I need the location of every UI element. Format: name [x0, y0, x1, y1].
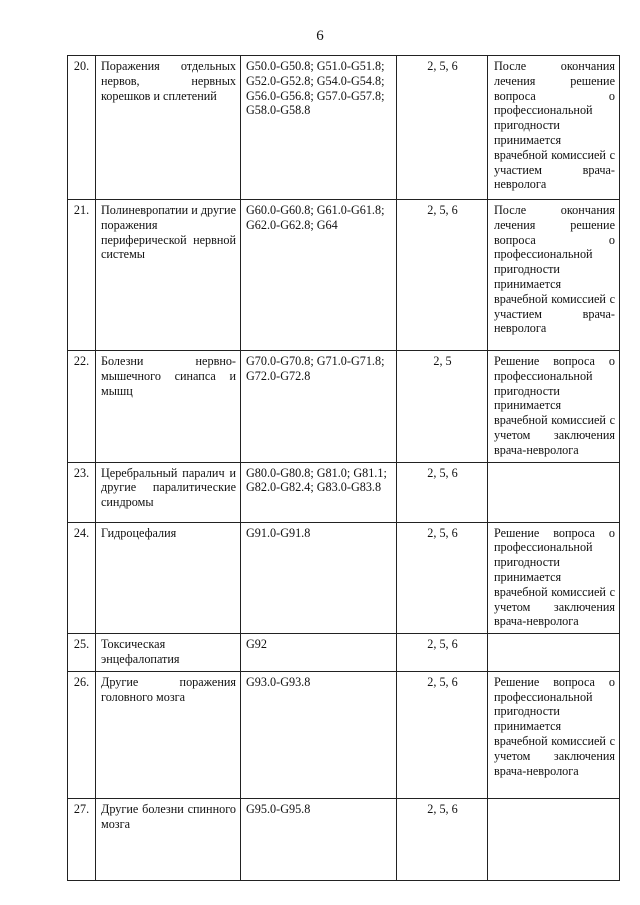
factor-groups: 2, 5	[397, 351, 488, 463]
icd-codes: G70.0-G70.8; G71.0-G71.8; G72.0-G72.8	[241, 351, 397, 463]
table-row	[68, 351, 620, 463]
note-cell: После окончания лечения решение вопроса о профессиональной пригодности принимается врачебной комиссией с участием врача-невролога	[488, 200, 620, 351]
factor-groups: 2, 5, 6	[397, 200, 488, 351]
disease-name: Токсическая энцефалопатия	[96, 634, 241, 672]
disease-name: Церебральный паралич и другие паралитические синдромы	[96, 462, 241, 522]
factor-groups: 2, 5, 6	[397, 462, 488, 522]
table-row	[68, 634, 620, 672]
row-number: 23.	[68, 462, 96, 522]
table-row	[68, 200, 620, 351]
table-row	[68, 798, 620, 880]
table-row	[68, 56, 620, 200]
row-number: 24.	[68, 522, 96, 634]
disease-name: Поражения отдельных нервов, нервных корешков и сплетений	[96, 56, 241, 200]
row-number: 26.	[68, 671, 96, 798]
row-number: 20.	[68, 56, 96, 200]
factor-groups: 2, 5, 6	[397, 56, 488, 200]
table-row	[68, 671, 620, 798]
note-cell: Решение вопроса о профессиональной пригодности принимается врачебной комиссией с учетом заключения врача-невролога	[488, 671, 620, 798]
note-cell	[488, 462, 620, 522]
disease-name: Гидроцефалия	[96, 522, 241, 634]
icd-codes: G91.0-G91.8	[241, 522, 397, 634]
icd-codes: G80.0-G80.8; G81.0; G81.1; G82.0-G82.4; G83.0-G83.8	[241, 462, 397, 522]
icd-codes: G93.0-G93.8	[241, 671, 397, 798]
note-cell	[488, 634, 620, 672]
icd-codes: G92	[241, 634, 397, 672]
row-number: 21.	[68, 200, 96, 351]
disease-name: Полиневропатии и другие поражения периферической нервной системы	[96, 200, 241, 351]
row-number: 27.	[68, 798, 96, 880]
note-cell: После окончания лечения решение вопроса о профессиональной пригодности принимается врачебной комиссией с участием врача-невролога	[488, 56, 620, 200]
note-cell: Решение вопроса о профессиональной пригодности принимается врачебной комиссией с учетом заключения врача-невролога	[488, 522, 620, 634]
factor-groups: 2, 5, 6	[397, 798, 488, 880]
disease-name: Другие болезни спинного мозга	[96, 798, 241, 880]
disease-name: Болезни нервно-мышечного синапса и мышц	[96, 351, 241, 463]
row-number: 25.	[68, 634, 96, 672]
factor-groups: 2, 5, 6	[397, 671, 488, 798]
table-row	[68, 522, 620, 634]
note-cell: Решение вопроса о профессиональной пригодности принимается врачебной комиссией с учетом заключения врача-невролога	[488, 351, 620, 463]
table-row	[68, 462, 620, 522]
disease-table	[67, 55, 620, 881]
row-number: 22.	[68, 351, 96, 463]
icd-codes: G95.0-G95.8	[241, 798, 397, 880]
page-number: 6	[316, 28, 324, 44]
factor-groups: 2, 5, 6	[397, 522, 488, 634]
factor-groups: 2, 5, 6	[397, 634, 488, 672]
note-cell	[488, 798, 620, 880]
disease-name: Другие поражения головного мозга	[96, 671, 241, 798]
icd-codes: G50.0-G50.8; G51.0-G51.8; G52.0-G52.8; G54.0-G54.8; G56.0-G56.8; G57.0-G57.8; G58.0-G58.8	[241, 56, 397, 200]
icd-codes: G60.0-G60.8; G61.0-G61.8; G62.0-G62.8; G64	[241, 200, 397, 351]
